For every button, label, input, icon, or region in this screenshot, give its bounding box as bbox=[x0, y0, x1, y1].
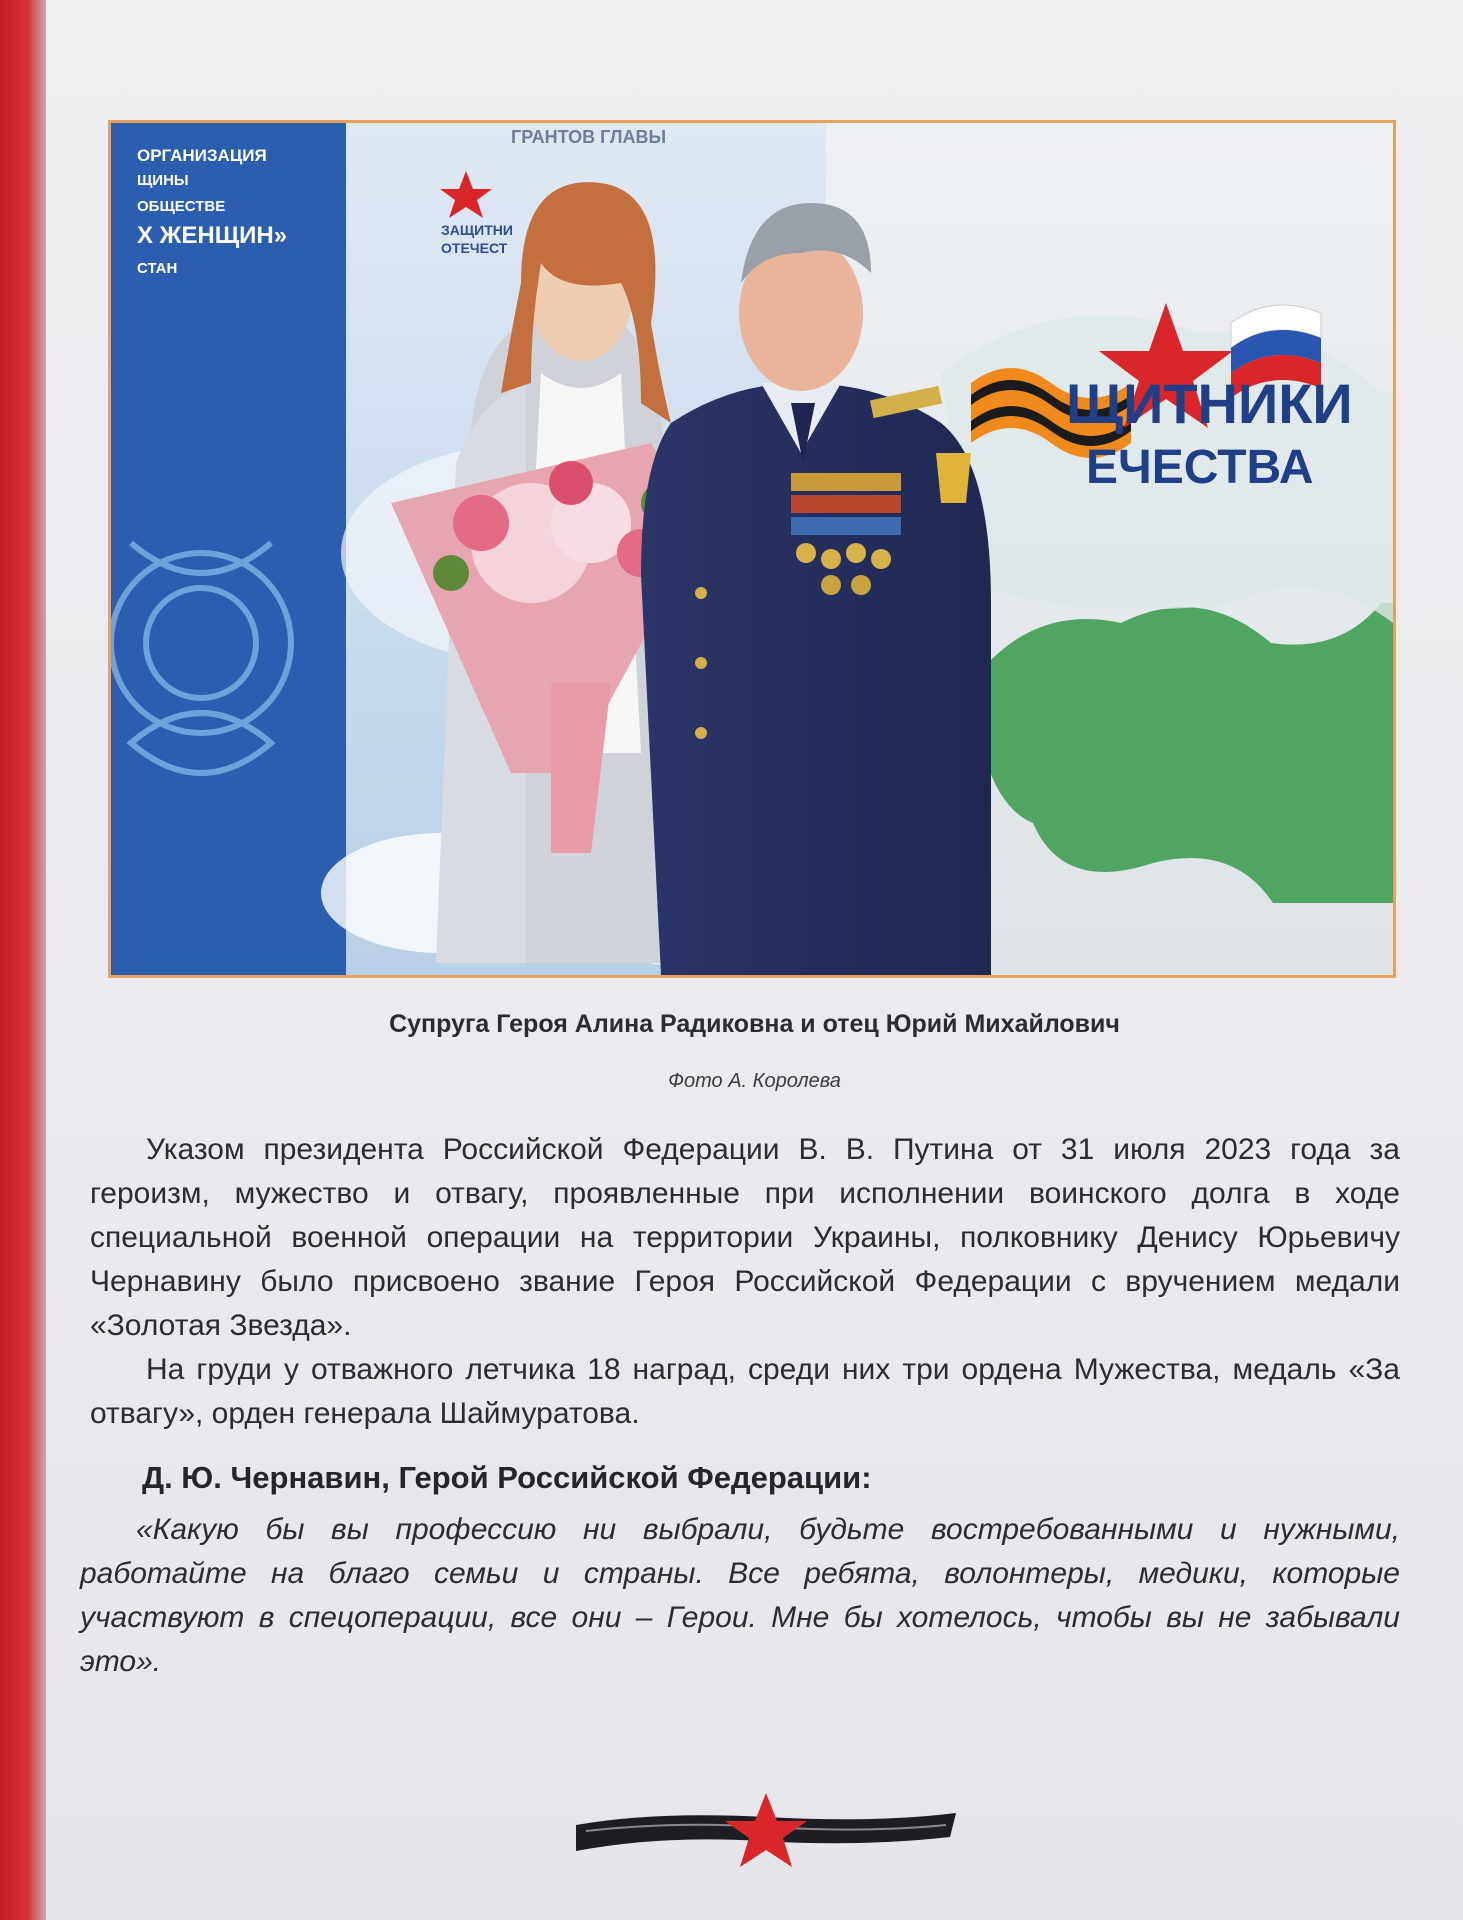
paragraph-2: На груди у отважного летчика 18 наград, среди них три ордена Мужества, медаль «За отвагу», орден генерала Шаймуратова. bbox=[90, 1353, 1400, 1430]
banner-top-text: ГРАНТОВ ГЛАВЫ bbox=[511, 127, 667, 147]
quote-text: «Какую бы вы профессию ни выбрали, будьте востребованными и нужными, работайте на благо семьи и страны. Все ребята, волонтеры, медики, которые участвуют в спецоперации, все они – Герои. Мне бы хотелось, чтобы вы не забывали это». bbox=[80, 1513, 1400, 1678]
banner-left-line-5: СТАН bbox=[137, 260, 178, 277]
page-edge-red bbox=[0, 0, 46, 1920]
banner-mid-line-2: ОТЕЧЕСТ bbox=[441, 240, 508, 256]
document-page bbox=[46, 0, 1463, 1920]
banner-mid-line-1: ЗАЩИТНИ bbox=[441, 222, 513, 238]
banner-left-line-2: ЩИНЫ bbox=[137, 172, 189, 189]
banner-left-line-3: ОБЩЕСТВЕ bbox=[137, 198, 226, 215]
paragraph-1: Указом президента Российской Федерации В. В. Путина от 31 июля 2023 года за героизм, мужество и отвагу, проявленные при исполнении воинского долга в ходе специальной военной операции на территории Украины, полковнику Денису Юрьевичу Чернавину было присвоено звание Героя Российской Федерации с вручением медали «Золотая Звезда». bbox=[90, 1133, 1400, 1342]
ribbon-star-ornament bbox=[566, 1785, 966, 1875]
banner-right-line-2: ЕЧЕСТВА bbox=[1086, 441, 1314, 494]
banner-left-line-1: ОРГАНИЗАЦИЯ bbox=[137, 146, 267, 165]
photo-credit: Фото А. Королева bbox=[668, 1070, 841, 1092]
banner-left-line-4: Х ЖЕНЩИН» bbox=[137, 222, 288, 249]
article-body bbox=[90, 1128, 1400, 1436]
banner-right-line-1: ЩИТНИКИ bbox=[1066, 372, 1353, 435]
quote-author: Д. Ю. Чернавин, Герой Российской Федерации: bbox=[142, 1460, 872, 1495]
photo-caption: Супруга Героя Алина Радиковна и отец Юрий Михайлович bbox=[389, 1010, 1120, 1038]
event-photo bbox=[108, 120, 1396, 978]
